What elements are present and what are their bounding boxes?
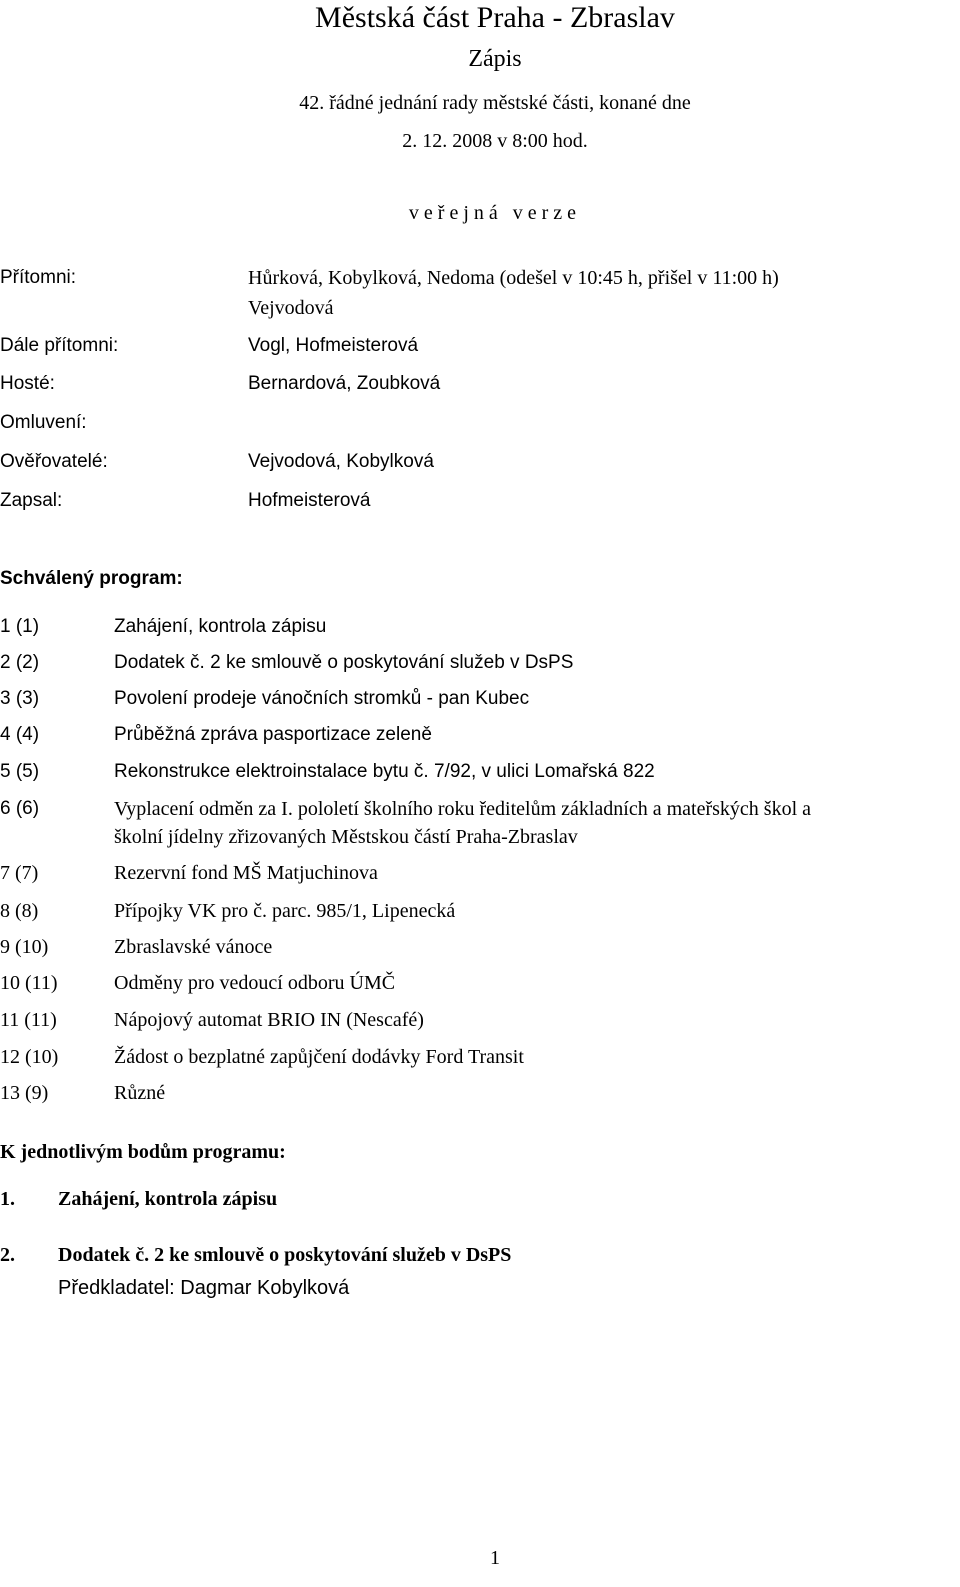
program-item-number: 10 (11): [0, 972, 58, 994]
program-item-number: 2 (2): [0, 652, 40, 673]
attendance-value-guests: Bernardová, Zoubková: [248, 373, 441, 394]
program-item-number: 7 (7): [0, 862, 39, 884]
program-item-number: 12 (10): [0, 1046, 59, 1068]
program-item-text: Žádost o bezplatné zapůjčení dodávky Ford Transit: [114, 1046, 524, 1068]
meeting-info-line-2: 2. 12. 2008 v 8:00 hod.: [402, 130, 588, 152]
attendance-value-present-line-1: Hůrková, Kobylková, Nedoma (odešel v 10:45 h, přišel v 11:00 h): [248, 267, 779, 289]
program-item-text: Rezervní fond MŠ Matjuchinova: [114, 862, 378, 884]
attendance-value-verifiers: Vejvodová, Kobylková: [248, 451, 434, 472]
attendance-label-recorder: Zapsal:: [0, 490, 63, 511]
program-item-text: Povolení prodeje vánočních stromků - pan Kubec: [114, 688, 530, 709]
detail-item-presenter: Předkladatel: Dagmar Kobylková: [58, 1277, 350, 1299]
program-item-text: Vyplacení odměn za I. pololetí školního roku ředitelům základních a mateřských škol a: [114, 798, 812, 820]
attendance-label-present: Přítomni:: [0, 267, 77, 288]
attendance-value-recorder: Hofmeisterová: [248, 490, 371, 511]
program-item-number: 1 (1): [0, 616, 40, 637]
program-item-text: Zbraslavské vánoce: [114, 936, 273, 958]
program-item-text-continued: školní jídelny zřizovaných Městskou částí Praha-Zbraslav: [114, 826, 578, 848]
attendance-label-also-present: Dále přítomni:: [0, 335, 119, 356]
page-number: 1: [490, 1547, 500, 1569]
program-item-text: Zahájení, kontrola zápisu: [114, 616, 327, 637]
attendance-label-excused: Omluvení:: [0, 412, 87, 433]
program-heading: Schválený program:: [0, 568, 183, 589]
document-subtitle: Zápis: [468, 46, 522, 72]
attendance-label-verifiers: Ověřovatelé:: [0, 451, 108, 472]
program-item-text: Dodatek č. 2 ke smlouvě o poskytování služeb v DsPS: [114, 652, 574, 673]
detail-item-title: Zahájení, kontrola zápisu: [58, 1188, 278, 1210]
program-item-number: 4 (4): [0, 724, 40, 745]
program-item-text: Průběžná zpráva pasportizace zeleně: [114, 724, 432, 745]
program-item-number: 8 (8): [0, 900, 39, 922]
details-heading: K jednotlivým bodům programu:: [0, 1141, 286, 1163]
meeting-info-line-1: 42. řádné jednání rady městské části, konané dne: [299, 92, 691, 114]
program-item-number: 6 (6): [0, 798, 40, 819]
program-item-number: 3 (3): [0, 688, 40, 709]
program-item-text: Rekonstrukce elektroinstalace bytu č. 7/92, v ulici Lomařská 822: [114, 761, 655, 782]
program-item-number: 9 (10): [0, 936, 49, 958]
program-item-text: Nápojový automat BRIO IN (Nescafé): [114, 1009, 424, 1031]
attendance-label-guests: Hosté:: [0, 373, 55, 394]
program-item-text: Odměny pro vedoucí odboru ÚMČ: [114, 972, 396, 994]
attendance-value-also-present: Vogl, Hofmeisterová: [248, 335, 419, 356]
detail-item-number: 2.: [0, 1244, 15, 1266]
version-label: veřejná verze: [408, 202, 582, 224]
program-item-number: 5 (5): [0, 761, 40, 782]
detail-item-number: 1.: [0, 1188, 15, 1210]
attendance-value-present-line-2: Vejvodová: [248, 297, 334, 319]
detail-item-title: Dodatek č. 2 ke smlouvě o poskytování služeb v DsPS: [58, 1244, 512, 1266]
document-title: Městská část Praha - Zbraslav: [315, 1, 675, 34]
program-item-text: Různé: [114, 1082, 166, 1104]
program-item-number: 13 (9): [0, 1082, 49, 1104]
program-item-number: 11 (11): [0, 1009, 57, 1031]
program-item-text: Přípojky VK pro č. parc. 985/1, Lipenecká: [114, 900, 456, 922]
